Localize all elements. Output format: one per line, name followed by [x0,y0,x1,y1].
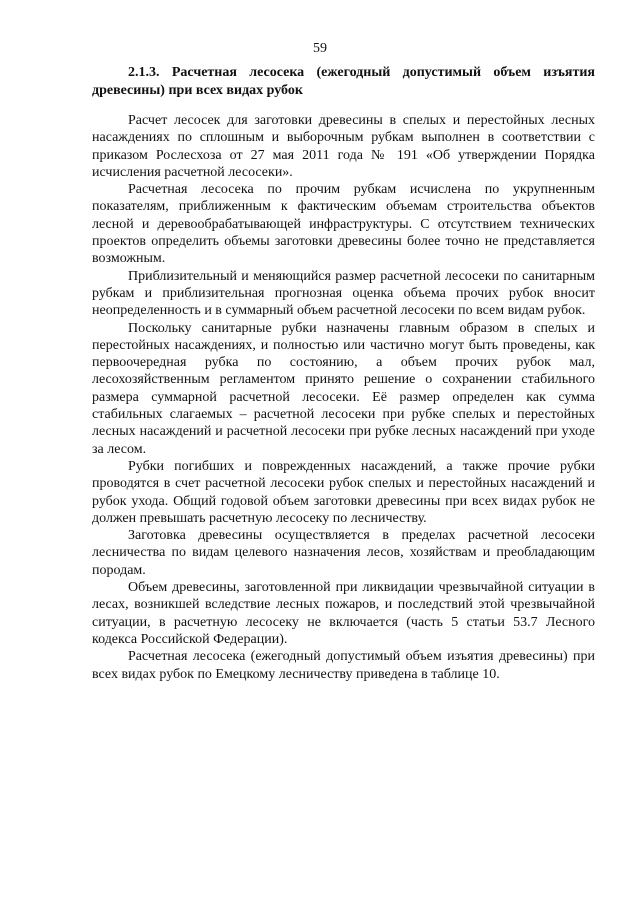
paragraph: Приблизительный и меняющийся размер расчетной лесосеки по санитарным рубкам и приблизительная прогнозная оценка объема прочих рубок вносит неопределенность и в суммарный объем расчетной лесосеки по всем видам рубок. [92,268,595,319]
paragraph: Расчетная лесосека (ежегодный допустимый объем изъятия древесины) при всех видах рубок по Емецкому лесничеству приведена в таблице 10. [92,649,595,682]
paragraph: Поскольку санитарные рубки назначены главным образом в спелых и перестойных насаждениях, и полностью или частично могут быть проведены, как первоочередная рубка по состоянию, а объем прочих рубок мал, лесохозяйственным регламентом принято решение о сохранении стабильного размера суммарной расчетной лесосеки. Её размер определен как сумма стабильных слагаемых – расчетной лесосеки при рубке спелых и перестойных лесных насаждений и расчетной лесосеки при рубке лесных насаждений при уходе за лесом. [92,320,595,457]
page-number: 59 [313,41,327,56]
paragraph: Расчет лесосек для заготовки древесины в спелых и перестойных лесных насаждениях по сплошным и выборочным рубкам выполнен в соответствии с приказом Рослесхоза от 27 мая 2011 года № 191 «Об утверждении Порядка исчисления расчетной лесосеки». [92,113,595,180]
section-heading: 2.1.3. Расчетная лесосека (ежегодный допустимый объем изъятия древесины) при всех видах рубок [92,65,595,98]
paragraph: Заготовка древесины осуществляется в пределах расчетной лесосеки лесничества по видам целевого назначения лесов, хозяйствам и преобладающим породам. [92,528,595,578]
paragraph: Расчетная лесосека по прочим рубкам исчислена по укрупненным показателям, приближенным к фактическим объемам строительства объектов лесной и деревообрабатывающей инфраструктуры. С отсутствием технических проектов определить объемы заготовки древесины более точно не представляется возможным. [92,182,595,267]
paragraph: Объем древесины, заготовленной при ликвидации чрезвычайной ситуации в лесах, возникшей вследствие лесных пожаров, и последствий этой чрезвычайной ситуации, в расчетную лесосеку не включается (часть 5 статьи 53.7 Лесного кодекса Российской Федерации). [92,580,595,647]
page-content [92,64,595,683]
paragraph: Рубки погибших и поврежденных насаждений, а также прочие рубки проводятся в счет расчетной лесосеки рубок спелых и перестойных насаждений и рубок ухода. Общий годовой объем заготовки древесины при всех видах рубок не должен превышать расчетную лесосеку по лесничеству. [92,458,595,526]
